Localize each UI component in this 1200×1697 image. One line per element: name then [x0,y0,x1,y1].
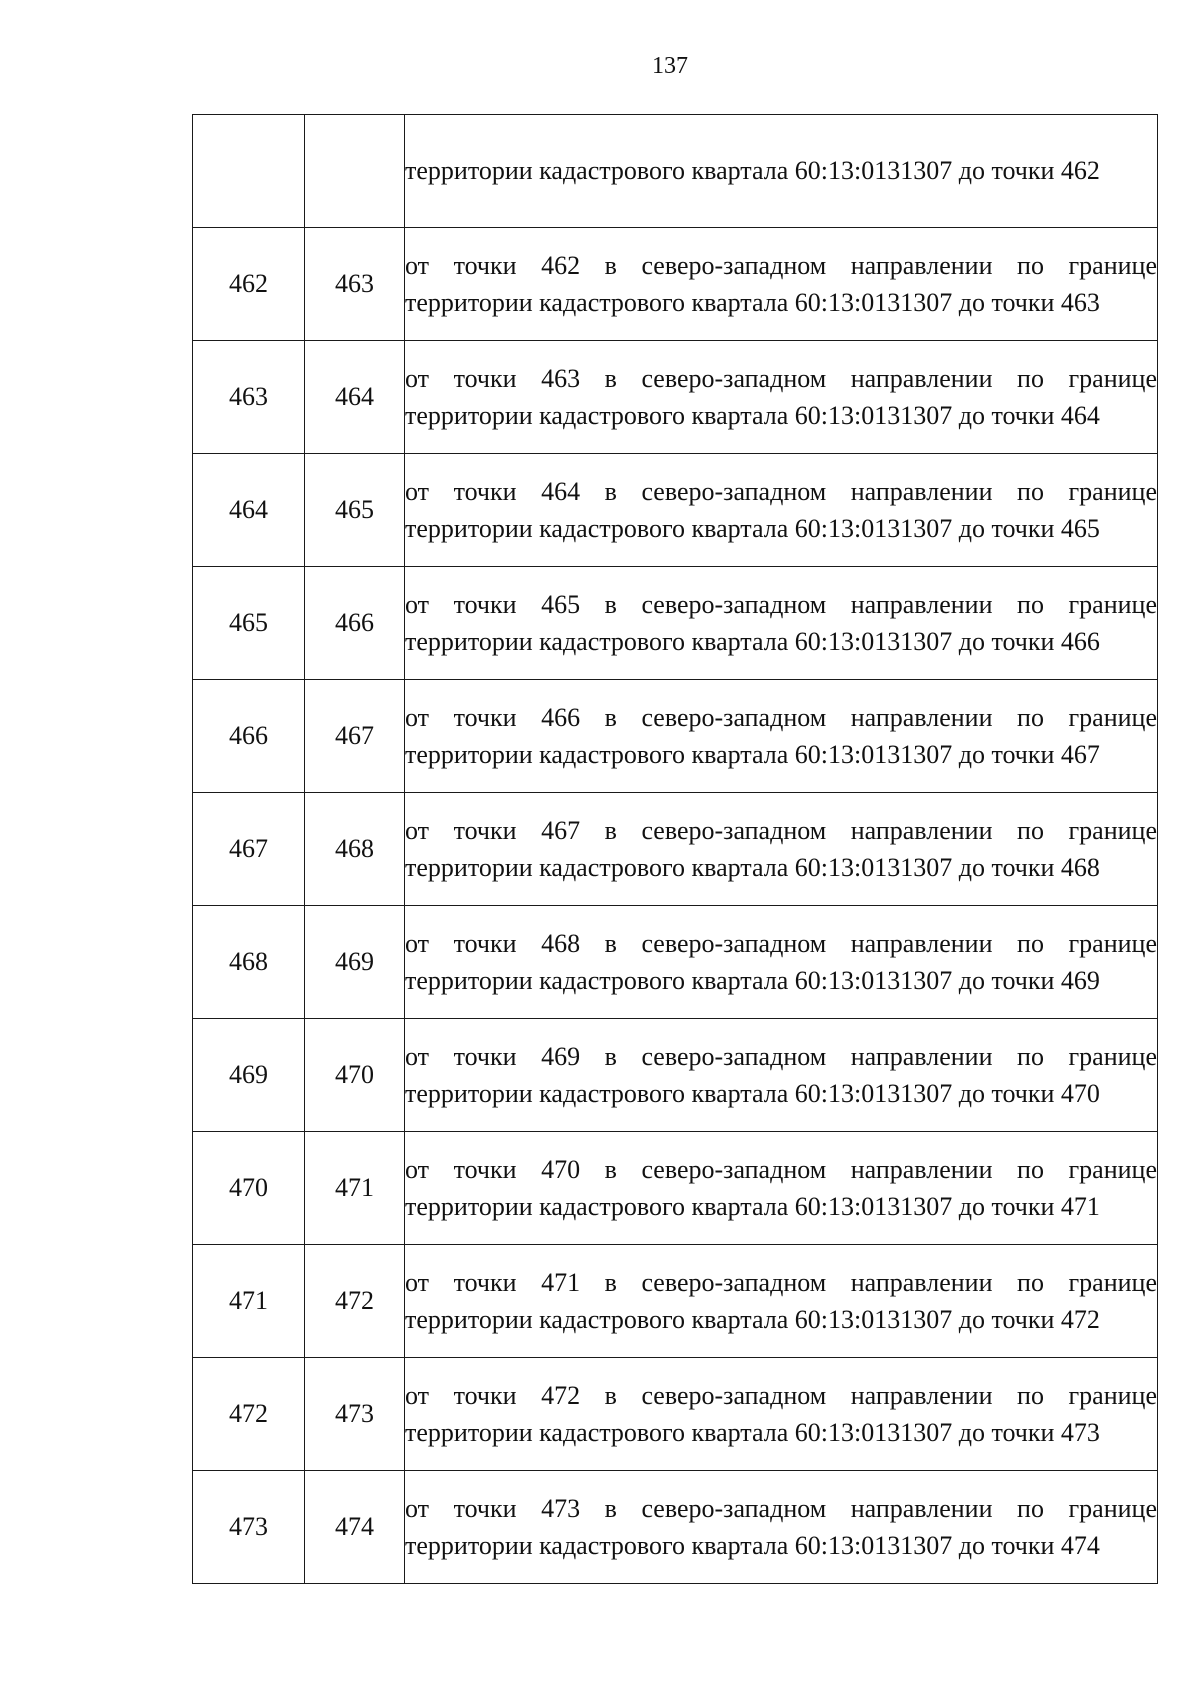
description-cell: от точки 465 в северо-западном направлении по границе территории кадастрового квартала 60:13:0131307 до точки 466 [405,567,1158,680]
table-row [193,680,1158,793]
point-from-cell: 468 [193,906,305,1019]
point-to-cell: 471 [305,1132,405,1245]
description-cell: от точки 467 в северо-западном направлении по границе территории кадастрового квартала 60:13:0131307 до точки 468 [405,793,1158,906]
point-to-cell: 465 [305,454,405,567]
description-cell: от точки 473 в северо-западном направлении по границе территории кадастрового квартала 60:13:0131307 до точки 474 [405,1471,1158,1584]
point-from-cell: 473 [193,1471,305,1584]
point-from-cell: 464 [193,454,305,567]
point-to-cell: 472 [305,1245,405,1358]
point-from-cell: 465 [193,567,305,680]
point-from-cell: 466 [193,680,305,793]
description-cell: от точки 469 в северо-западном направлении по границе территории кадастрового квартала 60:13:0131307 до точки 470 [405,1019,1158,1132]
description-cell: от точки 470 в северо-западном направлении по границе территории кадастрового квартала 60:13:0131307 до точки 471 [405,1132,1158,1245]
description-cell: от точки 464 в северо-западном направлении по границе территории кадастрового квартала 60:13:0131307 до точки 465 [405,454,1158,567]
description-cell: территории кадастрового квартала 60:13:0131307 до точки 462 [405,115,1158,228]
table-row [193,567,1158,680]
table-row-continuation [193,115,1158,228]
point-from-cell: 463 [193,341,305,454]
description-cell: от точки 471 в северо-западном направлении по границе территории кадастрового квартала 60:13:0131307 до точки 472 [405,1245,1158,1358]
table-row [193,1358,1158,1471]
point-from-cell: 472 [193,1358,305,1471]
point-from-cell: 469 [193,1019,305,1132]
table-row [193,1245,1158,1358]
point-to-cell: 468 [305,793,405,906]
point-to-cell: 469 [305,906,405,1019]
point-to-cell [305,115,405,228]
table-row [193,228,1158,341]
point-from-cell: 471 [193,1245,305,1358]
point-to-cell: 464 [305,341,405,454]
table-row [193,1132,1158,1245]
description-cell: от точки 466 в северо-западном направлении по границе территории кадастрового квартала 60:13:0131307 до точки 467 [405,680,1158,793]
table-row [193,1019,1158,1132]
point-to-cell: 473 [305,1358,405,1471]
point-to-cell: 470 [305,1019,405,1132]
point-to-cell: 474 [305,1471,405,1584]
description-cell: от точки 463 в северо-западном направлении по границе территории кадастрового квартала 60:13:0131307 до точки 464 [405,341,1158,454]
point-to-cell: 463 [305,228,405,341]
point-from-cell [193,115,305,228]
point-to-cell: 467 [305,680,405,793]
table-row [193,793,1158,906]
table-row [193,454,1158,567]
table-row [193,341,1158,454]
boundary-table [192,114,1158,1584]
table-row [193,1471,1158,1584]
description-cell: от точки 472 в северо-западном направлении по границе территории кадастрового квартала 60:13:0131307 до точки 473 [405,1358,1158,1471]
description-cell: от точки 468 в северо-западном направлении по границе территории кадастрового квартала 60:13:0131307 до точки 469 [405,906,1158,1019]
point-from-cell: 462 [193,228,305,341]
point-to-cell: 466 [305,567,405,680]
description-cell: от точки 462 в северо-западном направлении по границе территории кадастрового квартала 60:13:0131307 до точки 463 [405,228,1158,341]
point-from-cell: 467 [193,793,305,906]
point-from-cell: 470 [193,1132,305,1245]
table-row [193,906,1158,1019]
page-number: 137 [652,53,688,79]
